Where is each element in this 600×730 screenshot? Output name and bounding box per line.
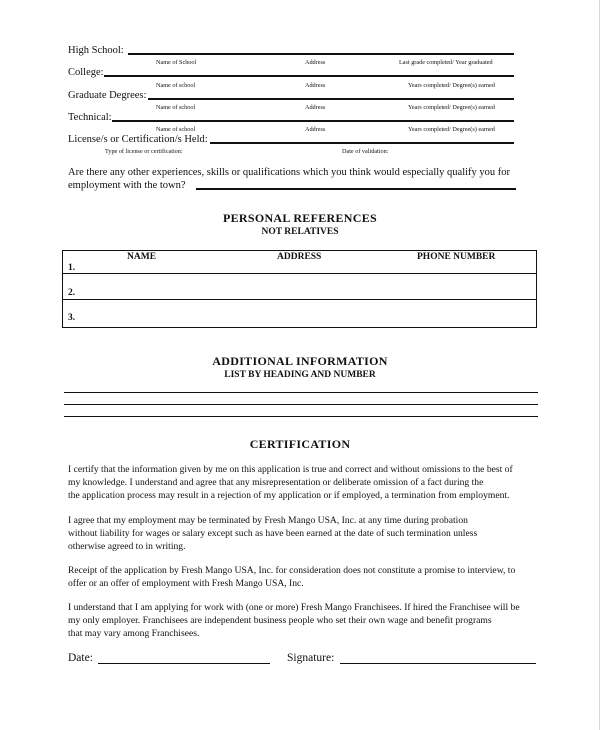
additional-info-line-1[interactable] — [64, 392, 538, 393]
graduate-sub-years: Years completed/ Degree(s) earned — [408, 104, 495, 111]
high-school-sub-address: Address — [305, 59, 326, 66]
certification-title: CERTIFICATION — [249, 437, 351, 451]
references-title: PERSONAL REFERENCES — [222, 211, 378, 225]
references-row-2-field[interactable] — [63, 299, 536, 300]
certification-p3-line: offer or an offer of employment with Fresh Mango USA, Inc. — [68, 578, 304, 590]
certification-p4-line: my only employer. Franchisees are independent business people who set their own wage and benefit programs — [68, 615, 492, 627]
other-experience-question-line1: Are there any other experiences, skills or qualifications which you think would especially qualify you for — [68, 167, 511, 178]
signature-field[interactable] — [340, 663, 536, 664]
graduate-sub-name: Name of school — [156, 104, 196, 111]
references-col-phone: PHONE NUMBER — [417, 252, 496, 262]
technical-sub-years: Years completed/ Degree(s) earned — [408, 126, 495, 133]
certification-p2-line: I agree that my employment may be terminated by Fresh Mango USA, Inc. at any time during probation — [68, 515, 468, 526]
date-field[interactable] — [98, 663, 270, 664]
technical-sub-name: Name of school — [156, 126, 196, 133]
graduate-label: Graduate Degrees: — [68, 90, 147, 101]
date-label: Date: — [68, 652, 93, 664]
certification-p3-line: Receipt of the application by Fresh Mango USA, Inc. for consideration does not constitute a promise to interview, to — [68, 565, 516, 576]
certification-paragraph-2 — [68, 514, 538, 554]
certification-paragraph-4 — [68, 601, 538, 641]
other-experience-question-line2: employment with the town? — [68, 180, 186, 191]
certification-p2-line: otherwise agreed to in writing. — [68, 541, 186, 553]
certification-p2-line: without liability for wages or salary except such as have been earned at the date of such termination unless — [68, 528, 478, 540]
other-experience-answer-field[interactable] — [196, 188, 516, 190]
college-sub-address: Address — [305, 82, 326, 89]
high-school-field[interactable] — [128, 53, 514, 55]
license-sub-date: Date of validation: — [342, 148, 389, 155]
college-field[interactable] — [104, 75, 514, 77]
technical-sub-address: Address — [305, 126, 326, 133]
high-school-label: High School: — [68, 45, 124, 56]
signature-label: Signature: — [287, 652, 335, 664]
certification-p1-line: I certify that the information given by me on this application is true and correct and without omissions to the best of — [68, 464, 513, 475]
license-label: License/s or Certification/s Held: — [68, 134, 208, 145]
technical-field[interactable] — [112, 120, 514, 122]
certification-paragraph-3 — [68, 564, 538, 590]
certification-p1-line: the application process may result in a rejection of my application or if employed, a termination from employment. — [68, 490, 510, 502]
high-school-sub-grade: Last grade completed/ Year graduated — [399, 59, 493, 66]
certification-paragraph-1 — [68, 463, 538, 503]
certification-p4-line: I understand that I am applying for work with (one or more) Fresh Mango Franchisees. If hired the Franchisee will be — [68, 602, 520, 613]
references-subtitle: NOT RELATIVES — [261, 227, 339, 237]
technical-label: Technical: — [68, 112, 112, 123]
additional-info-title: ADDITIONAL INFORMATION — [212, 354, 388, 368]
graduate-sub-address: Address — [305, 104, 326, 111]
license-sub-type: Type of license or certification: — [105, 148, 183, 155]
certification-p1-line: my knowledge. I understand and agree that any misrepresentation or deliberate omission of a fact during the — [68, 477, 484, 489]
additional-info-subtitle: LIST BY HEADING AND NUMBER — [224, 370, 376, 380]
references-col-address: ADDRESS — [277, 252, 322, 262]
graduate-field[interactable] — [148, 98, 514, 100]
college-sub-name: Name of school — [156, 82, 196, 89]
college-sub-years: Years completed/ Degree(s) earned — [408, 82, 495, 89]
references-row-1-field[interactable] — [63, 273, 536, 274]
references-row-number: 3. — [68, 313, 76, 323]
references-table — [62, 250, 537, 328]
additional-info-line-3[interactable] — [64, 416, 538, 417]
high-school-sub-name: Name of School — [156, 59, 197, 66]
license-field[interactable] — [210, 142, 514, 144]
additional-info-line-2[interactable] — [64, 404, 538, 405]
certification-p4-line: that may vary among Franchisees. — [68, 628, 200, 640]
college-label: College: — [68, 67, 104, 78]
references-row-number: 1. — [68, 263, 76, 273]
references-row-number: 2. — [68, 288, 76, 298]
references-col-name: NAME — [127, 252, 157, 262]
